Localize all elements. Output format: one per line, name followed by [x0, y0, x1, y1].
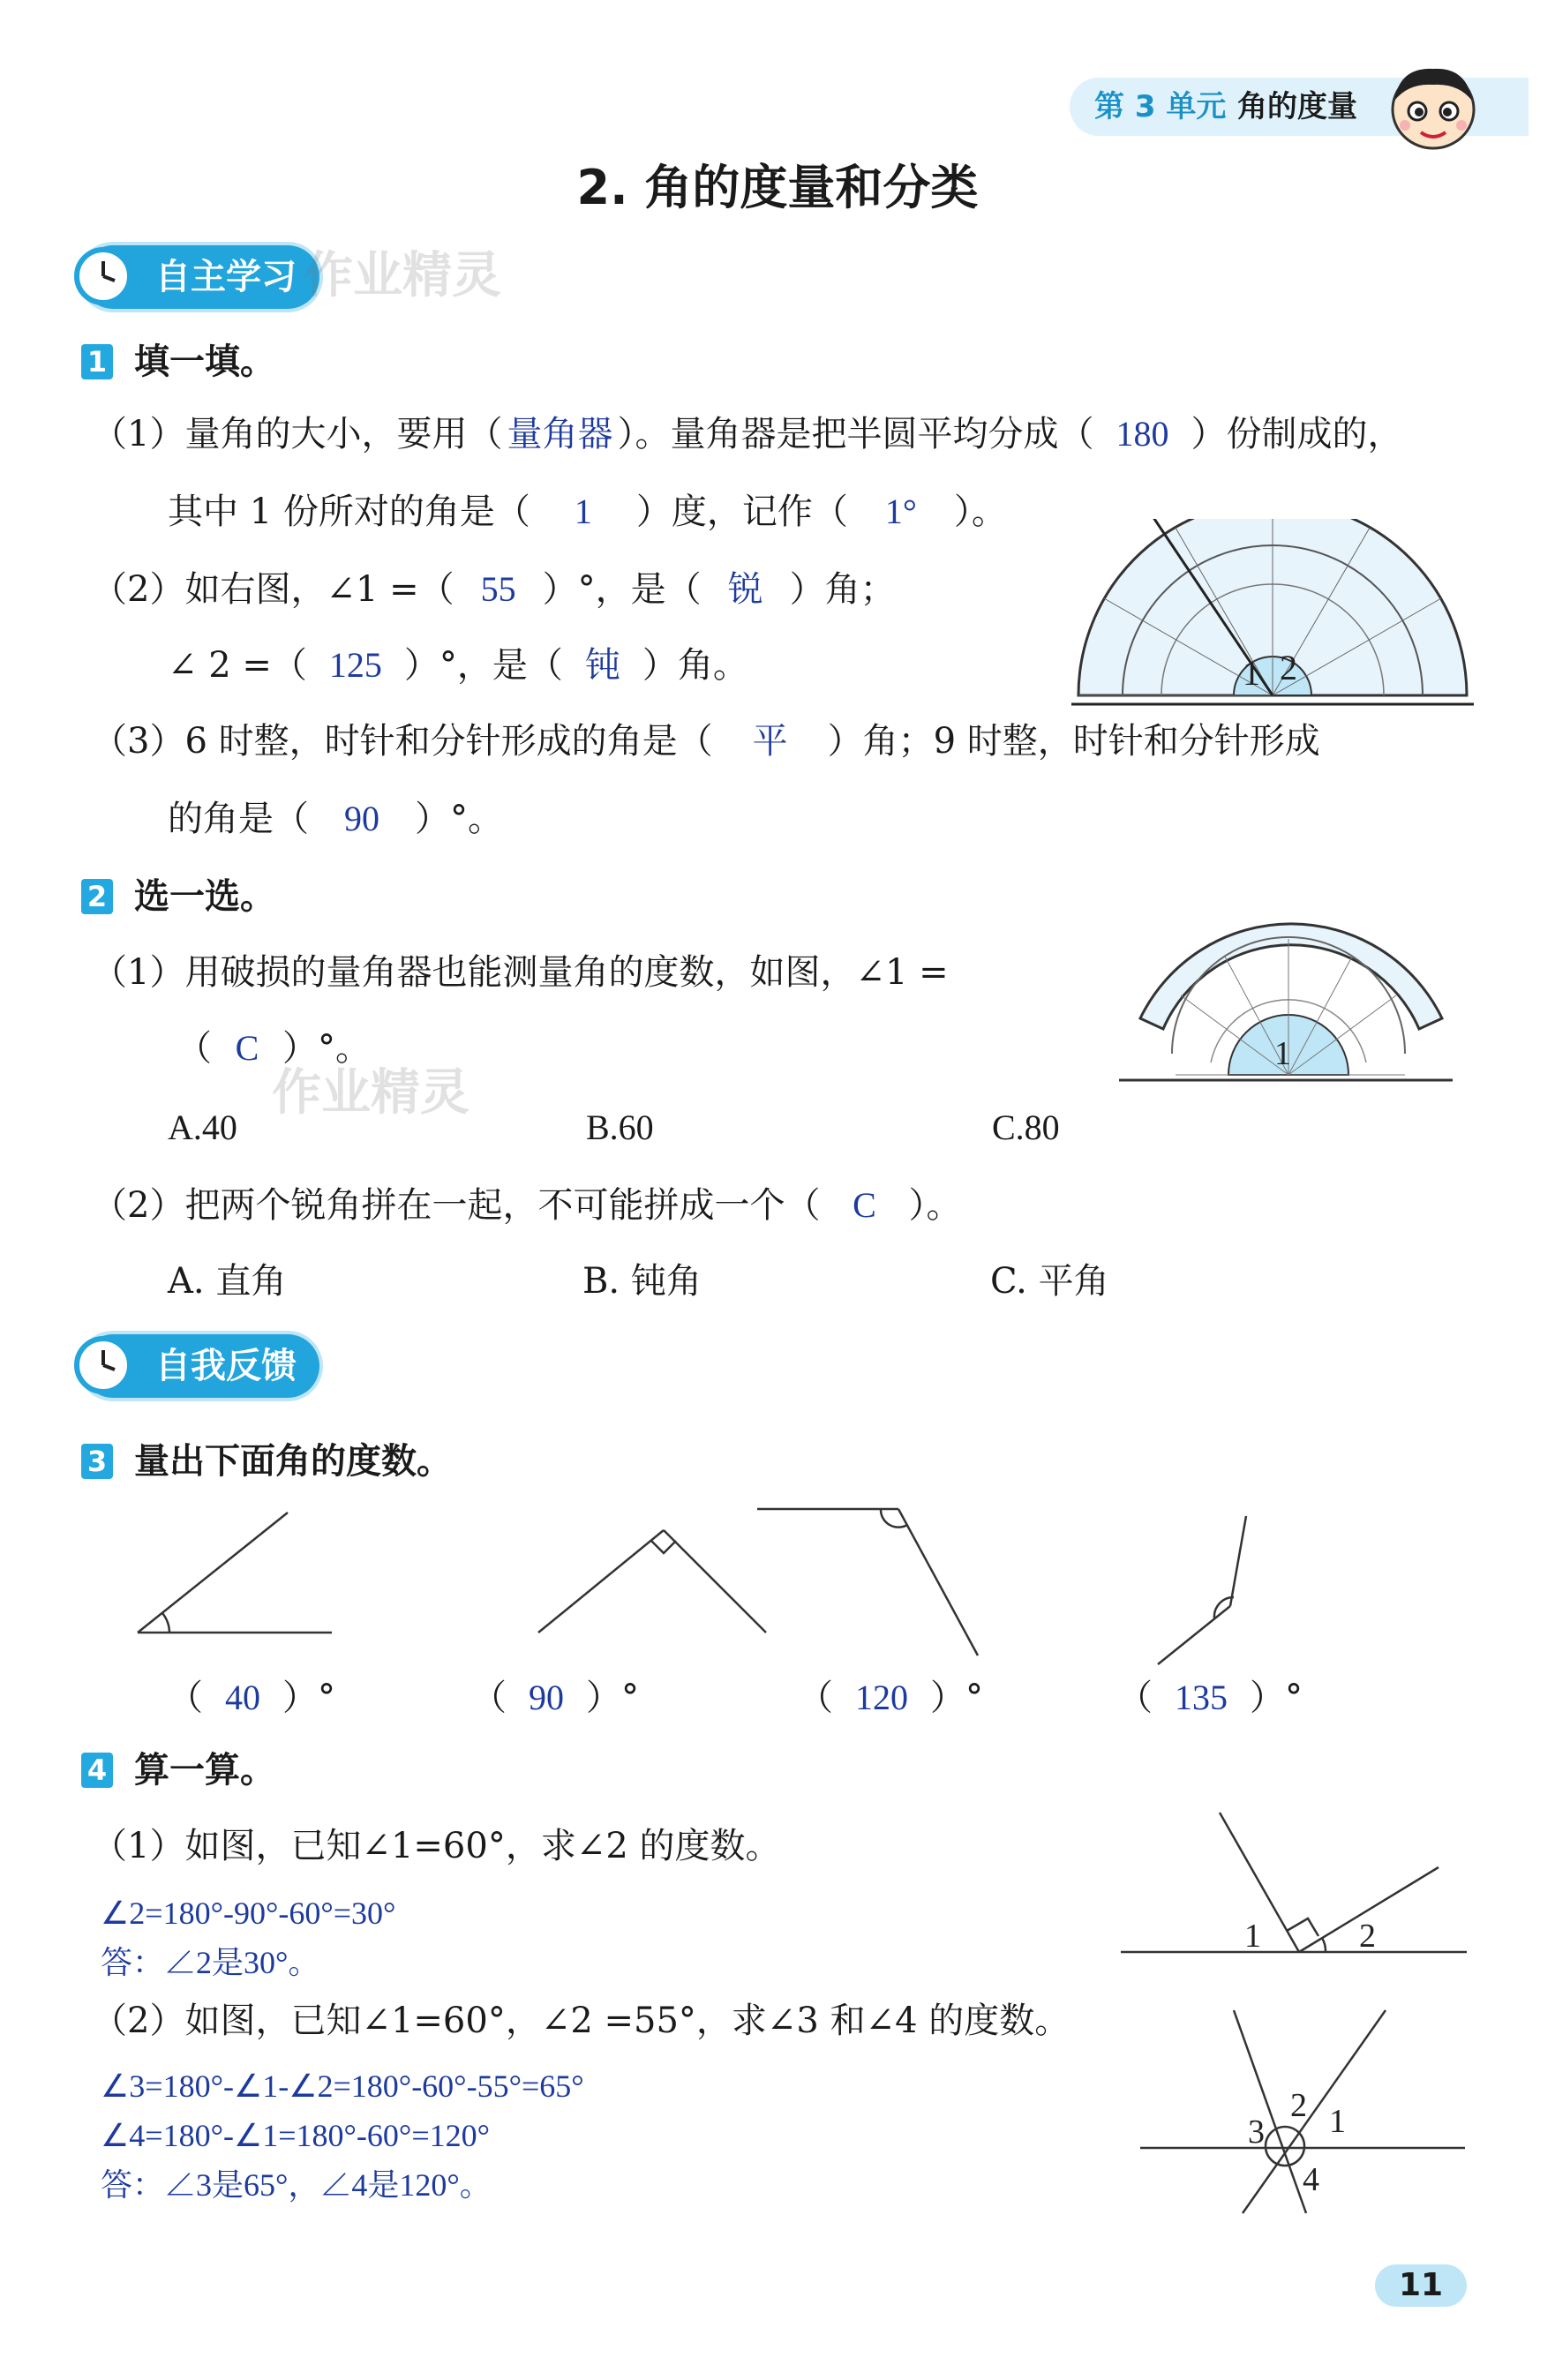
q1-p2-answer-3: 125 [328, 645, 382, 685]
fig1-label-1: 1 [1243, 653, 1260, 693]
page-title: 2. 角的度量和分类 [576, 160, 979, 215]
q3-angle-figures [124, 1500, 1271, 1677]
mascot-icon [1382, 56, 1484, 159]
question-number-2: 2 [81, 879, 113, 914]
fig4b-label-1: 1 [1329, 2103, 1346, 2140]
q1-p2-answer-2: 锐 [727, 569, 763, 609]
q2-p1-line1: （1）用破损的量角器也能测量角的度数，如图，∠1 = [92, 952, 949, 993]
q1-p2-line1: （2）如右图，∠1 =（ 55 ）°，是（ 锐 ）角； [92, 569, 896, 610]
q1-p2-line2: ∠ 2 =（ 125 ）°，是（ 钝 ）角。 [168, 645, 748, 686]
q1-p3-line2: 的角是（ 90 ）°。 [168, 799, 503, 839]
q2-p1-option-c: C.80 [992, 1107, 1060, 1147]
q2-p1-option-b: B.60 [586, 1107, 654, 1147]
q3-answer-3: 120 [855, 1678, 908, 1717]
fig2-label-1: 1 [1274, 1035, 1291, 1072]
question-4-heading: 算一算。 [134, 1750, 275, 1791]
q2-p2-option-a: A. 直角 [168, 1261, 287, 1302]
clock-icon-2 [74, 1336, 132, 1394]
q1-p3-answer-2: 90 [344, 799, 379, 838]
q4-p1-answer: 答：∠2是30°。 [101, 1945, 320, 1980]
question-2-heading: 选一选。 [134, 876, 275, 917]
q2-p1-option-a: A.40 [168, 1107, 237, 1147]
q1-p1-answer-3: 1 [574, 492, 592, 531]
q4-p1-work: ∠2=180°-90°-60°=30° [101, 1896, 396, 1931]
header-chapter: 角的度量 [1237, 89, 1357, 124]
clock-icon [74, 247, 132, 305]
header-unit: 第 3 单元 [1094, 89, 1227, 124]
fig4b-label-2: 2 [1290, 2087, 1307, 2124]
q1-p1-answer-1: 量角器 [507, 414, 613, 454]
q4-p2-work-1: ∠3=180°-∠1-∠2=180°-60°-55°=65° [101, 2068, 584, 2104]
question-number-1: 1 [81, 344, 113, 379]
protractor-figure-1 [1071, 519, 1474, 718]
question-1-heading: 填一填。 [134, 342, 275, 382]
q4-p2-question: （2）如图，已知∠1=60°，∠2 =55°，求∠3 和∠4 的度数。 [92, 2001, 1070, 2041]
q3-blank-1: （ 40 ）° [168, 1678, 335, 1718]
section-self-study-label: 自主学习 [155, 257, 297, 297]
q1-p1-answer-2: 180 [1116, 414, 1169, 454]
q2-p2-line1: （2）把两个锐角拼在一起，不可能拼成一个（ C ）。 [92, 1185, 962, 1226]
q3-blank-4: （ 135 ）° [1117, 1678, 1303, 1718]
q4-p2-work-2: ∠4=180°-∠1=180°-60°=120° [101, 2118, 491, 2153]
watermark: 作业精灵 [304, 247, 501, 304]
fig1-label-2: 2 [1280, 648, 1297, 687]
q3-blank-3: （ 120 ）° [798, 1678, 983, 1718]
watermark-2: 作业精灵 [272, 1064, 470, 1122]
q1-p3-line1: （3）6 时整，时针和分针形成的角是（ 平 ）角；9 时整，时针和分针形成 [92, 721, 1320, 762]
question-number-4: 4 [81, 1753, 113, 1788]
fig4a-label-1: 1 [1244, 1918, 1261, 1955]
q2-p1-line2: （ C ）°。 [177, 1028, 371, 1069]
q2-p1-answer: C [235, 1028, 259, 1068]
q1-p1-answer-4: 1° [884, 492, 917, 531]
q4-p1-question: （1）如图，已知∠1=60°，求∠2 的度数。 [92, 1826, 781, 1866]
protractor-figure-2 [1114, 886, 1453, 1085]
q3-blank-2: （ 90 ）° [471, 1678, 639, 1718]
q3-answer-2: 90 [529, 1678, 564, 1717]
question-3-heading: 量出下面角的度数。 [134, 1441, 452, 1482]
q3-answer-1: 40 [225, 1678, 260, 1717]
q2-p2-option-b: B. 钝角 [582, 1261, 702, 1302]
fig4b-label-3: 3 [1248, 2113, 1265, 2151]
section-feedback-label: 自我反馈 [155, 1346, 297, 1386]
q4-p2-answer: 答：∠3是65°，∠4是120°。 [101, 2167, 492, 2203]
q1-p2-answer-1: 55 [480, 569, 516, 609]
q4-figure-2 [1130, 2001, 1476, 2217]
q4-figure-1 [1114, 1804, 1476, 1964]
q2-p2-option-c: C. 平角 [990, 1261, 1109, 1302]
q1-p2-answer-4: 钝 [584, 645, 620, 685]
page-number: 11 [1398, 2267, 1444, 2303]
q1-p3-answer-1: 平 [752, 721, 788, 761]
q1-p1-line2: 其中 1 份所对的角是（ 1 ）度，记作（ 1° ）。 [168, 492, 1007, 532]
fig4a-label-2: 2 [1359, 1918, 1376, 1955]
q2-p2-answer: C [853, 1185, 876, 1225]
fig4b-label-4: 4 [1303, 2161, 1319, 2198]
q3-answer-4: 135 [1175, 1678, 1228, 1717]
q1-p1-line1: （1）量角的大小，要用（ 量角器 ）。量角器是把半圆平均分成（ 180 ）份制成的， [92, 414, 1403, 454]
question-number-3: 3 [81, 1444, 113, 1479]
